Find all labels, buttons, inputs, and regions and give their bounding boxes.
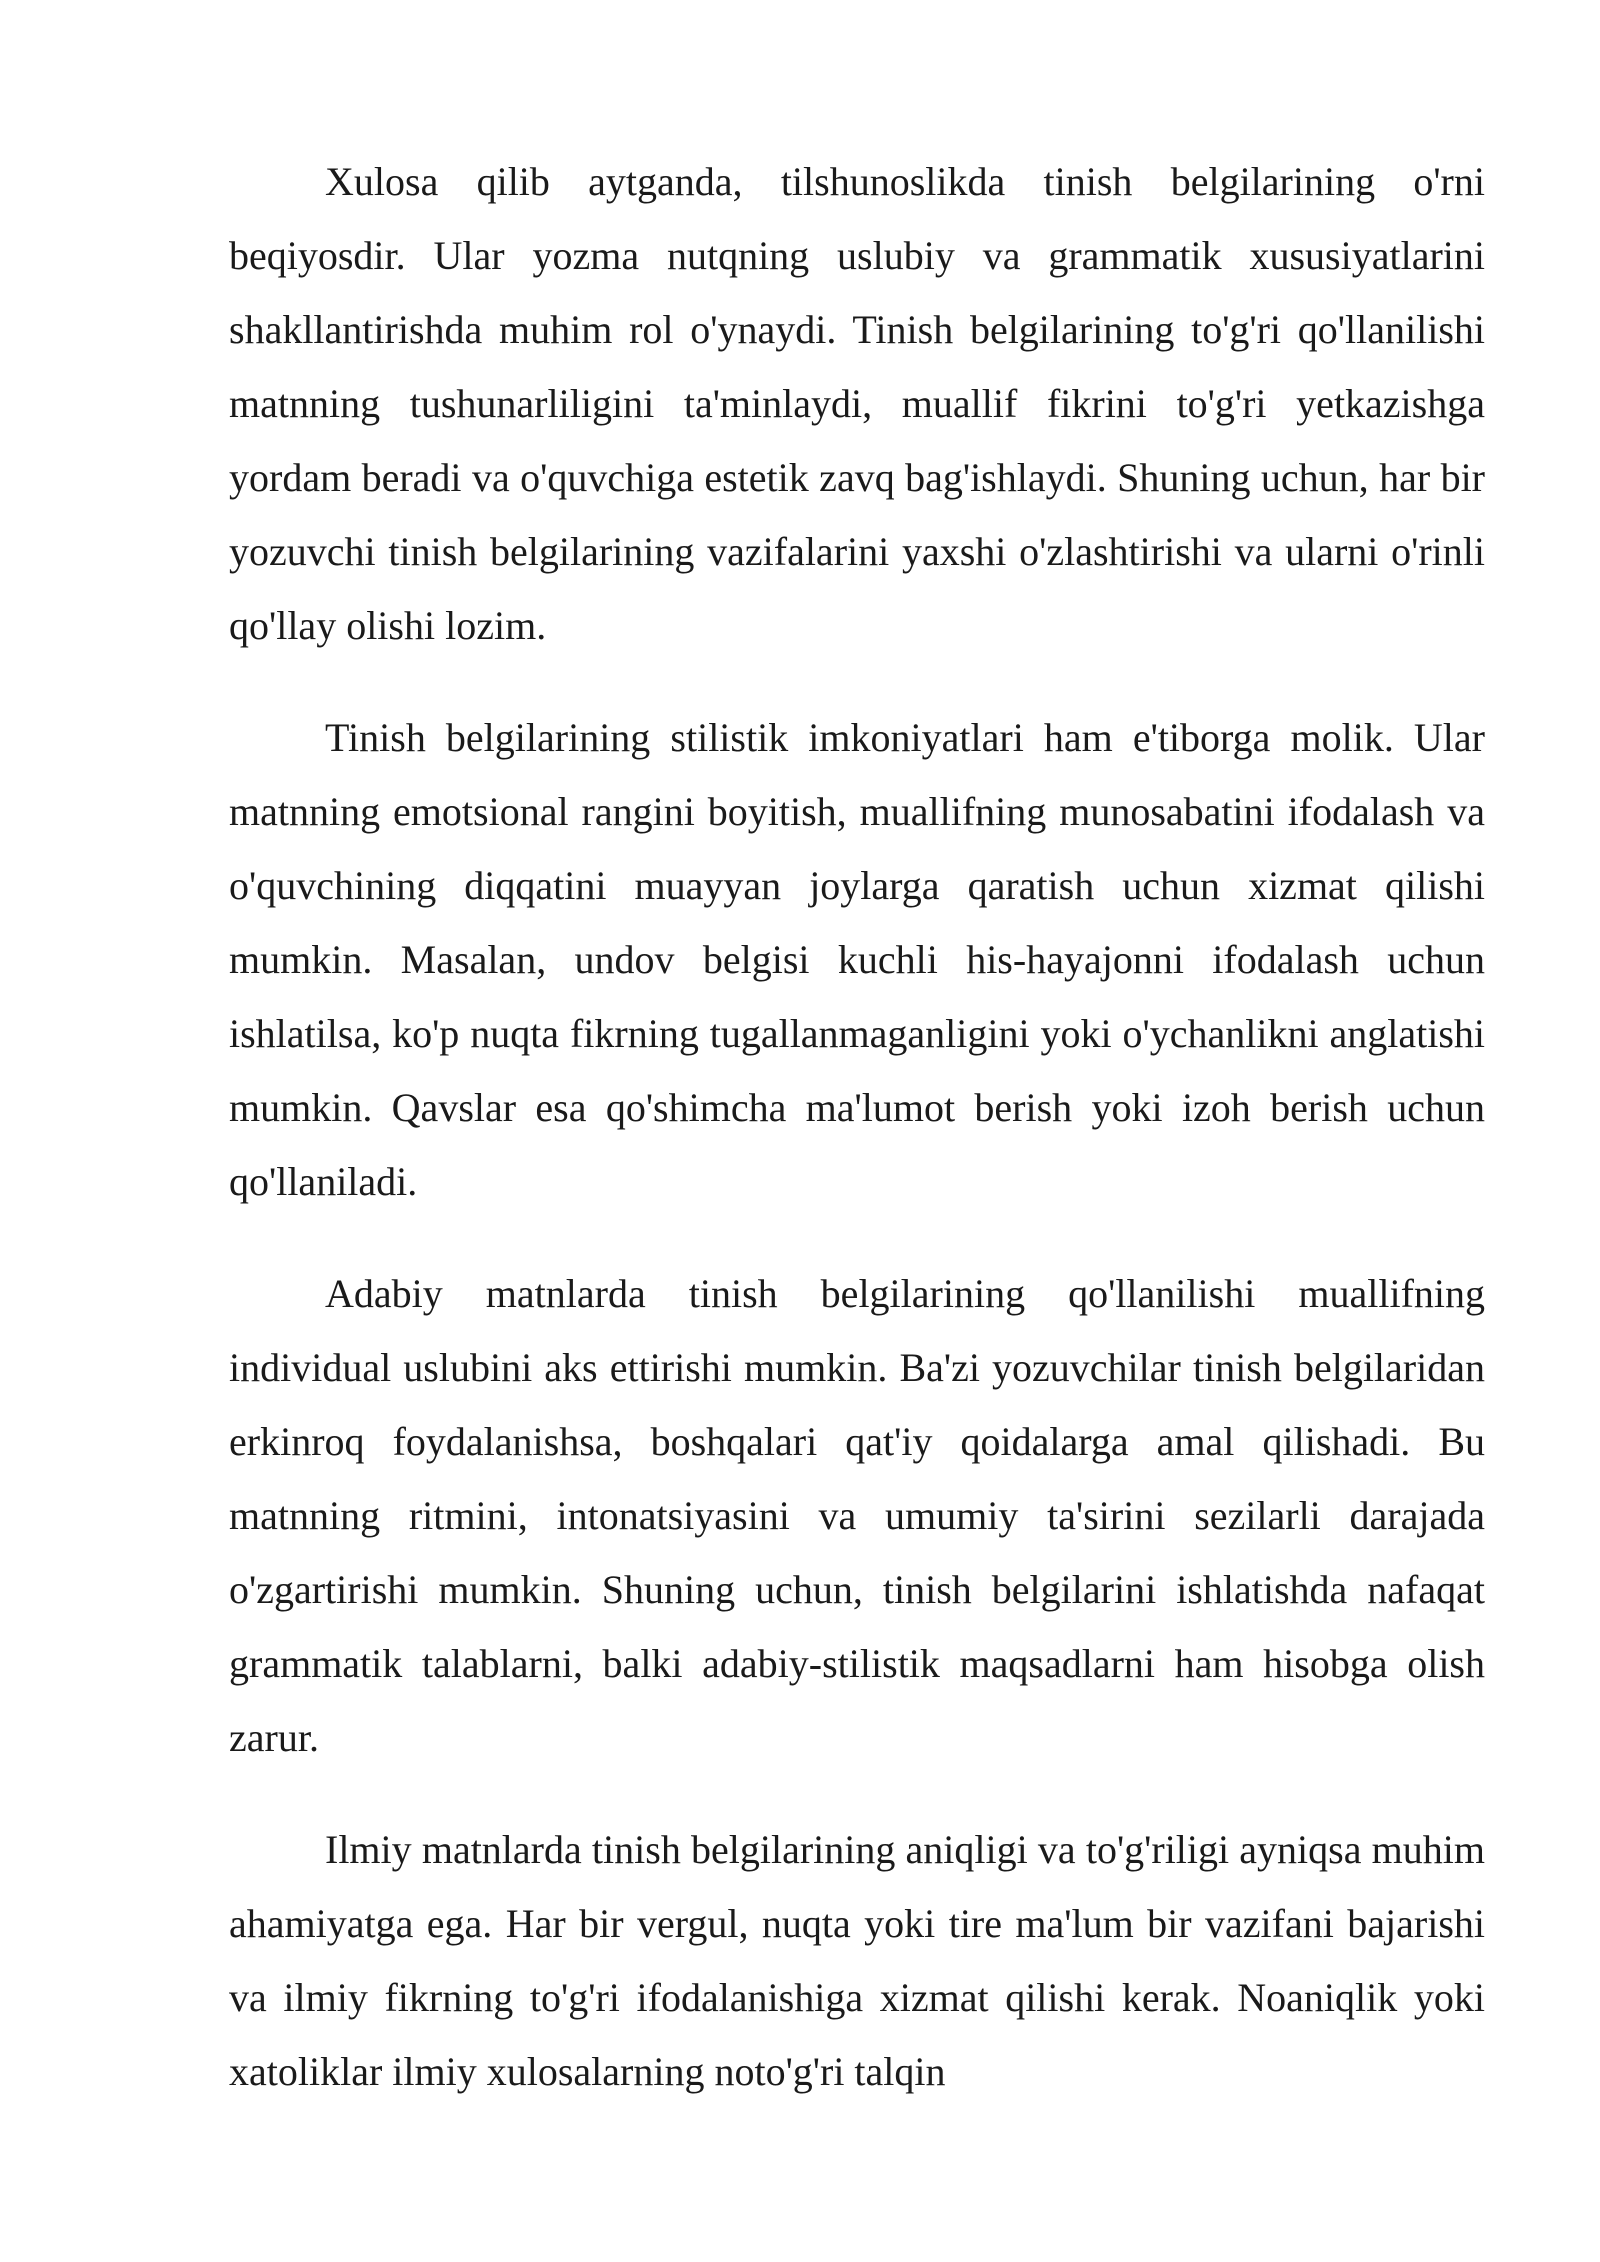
paragraph-stylistic-possibilities: Tinish belgilarining stilistik imkoniyatlari ham e'tiborga molik. Ular matnning emotsional rangini boyitish, muallifning munosabatini ifodalash va o'quvchining diqqatini muayyan joylarga qaratish uchun xizmat qilishi mumkin. Masalan, undov belgisi kuchli his-hayajonni ifodalash uchun ishlatilsa, ko'p nuqta fikrning tugallanmaganligini yoki o'ychanlikni anglatishi mumkin. Qavslar esa qo'shimcha ma'lumot berish yoki izoh berish uchun qo'llaniladi. <box>229 715 1485 1204</box>
paragraph-literary-texts: Adabiy matnlarda tinish belgilarining qo'llanilishi muallifning individual uslubini aks ettirishi mumkin. Ba'zi yozuvchilar tinish belgilaridan erkinroq foydalanishsa, boshqalari qat'iy qoidalarga amal qilishadi. Bu matnning ritmini, intonatsiyasini va umumiy ta'sirini sezilarli darajada o'zgartirishi mumkin. Shuning uchun, tinish belgilarini ishlatishda nafaqat grammatik talablarni, balki adabiy-stilistik maqsadlarni ham hisobga olish zarur. <box>229 1271 1485 1760</box>
document-body <box>229 145 1485 2109</box>
paragraph-conclusion: Xulosa qilib aytganda, tilshunoslikda tinish belgilarining o'rni beqiyosdir. Ular yozma nutqning uslubiy va grammatik xususiyatlarini shakllantirishda muhim rol o'ynaydi. Tinish belgilarining to'g'ri qo'llanilishi matnning tushunarliligini ta'minlaydi, muallif fikrini to'g'ri yetkazishga yordam beradi va o'quvchiga estetik zavq bag'ishlaydi. Shuning uchun, har bir yozuvchi tinish belgilarining vazifalarini yaxshi o'zlashtirishi va ularni o'rinli qo'llay olishi lozim. <box>229 159 1485 648</box>
paragraph-scientific-texts: Ilmiy matnlarda tinish belgilarining aniqligi va to'g'riligi ayniqsa muhim ahamiyatga ega. Har bir vergul, nuqta yoki tire ma'lum bir vazifani bajarishi va ilmiy fikrning to'g'ri ifodalanishiga xizmat qilishi kerak. Noaniqlik yoki xatoliklar ilmiy xulosalarning noto'g'ri talqin <box>229 1827 1485 2094</box>
